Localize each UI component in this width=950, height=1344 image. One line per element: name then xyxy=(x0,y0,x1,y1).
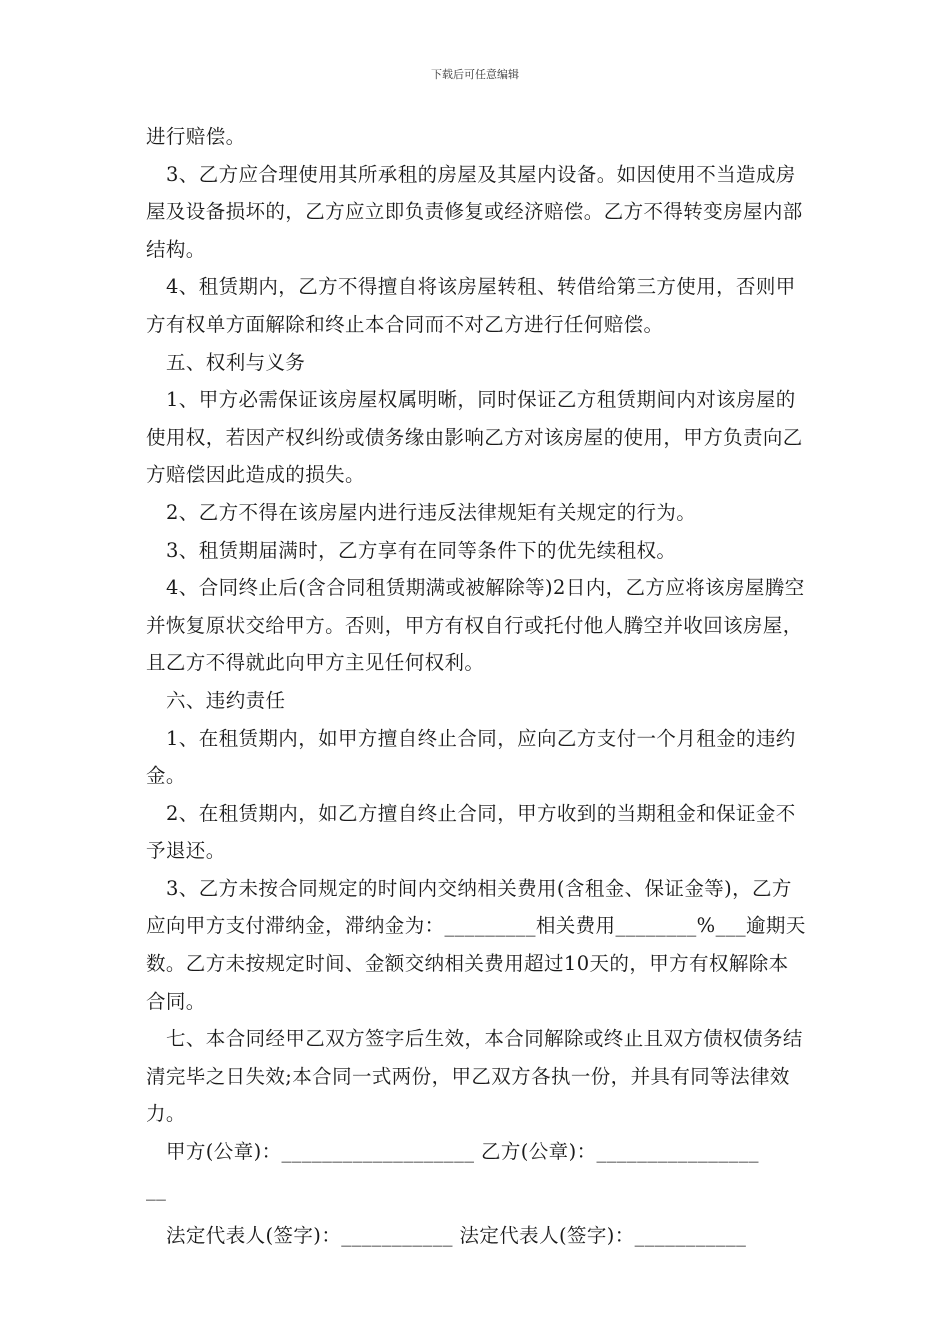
page-header: 下载后可任意编辑 xyxy=(431,68,519,81)
clause-4-no-sublet: 4、租赁期内，乙方不得擅自将该房屋转租、转借给第三方使用，否则甲方有权单方面解除和终止本合同而不对乙方进行任何赔偿。 xyxy=(146,275,796,336)
clause-2-lawful-conduct: 2、乙方不得在该房屋内进行违反法律规矩有关规定的行为。 xyxy=(166,500,697,524)
clause-1-landlord-breach: 1、在租赁期内，如甲方擅自终止合同，应向乙方支付一个月租金的违约金。 xyxy=(146,726,796,788)
clause-3-renewal-priority: 3、租赁期届满时，乙方享有在同等条件下的优先续租权。 xyxy=(166,538,677,562)
signature-line-seals: 甲方(公章)：___________________ 乙方(公章)：________________ xyxy=(166,1140,759,1164)
document-body xyxy=(146,118,808,1255)
clause-3-proper-use: 3、乙方应合理使用其所承租的房屋及其屋内设备。如因使用不当造成房屋及设备损坏的，乙方应立即负责修复或经济赔偿。乙方不得转变房屋内部结构。 xyxy=(146,162,803,261)
signature-line-representatives: 法定代表人(签字)：___________ 法定代表人(签字)：___________ xyxy=(166,1224,747,1248)
section-seven-effectiveness: 七、本合同经甲乙双方签字后生效，本合同解除或终止且双方债权债务结清完毕之日失效;本合同一式两份，甲乙双方各执一份，并具有同等法律效力。 xyxy=(146,1027,803,1126)
clause-1-ownership-guarantee: 1、甲方必需保证该房屋权属明晰，同时保证乙方租赁期间内对该房屋的使用权，若因产权纠纷或债务缘由影响乙方对该房屋的使用，甲方负责向乙方赔偿因此造成的损失。 xyxy=(146,388,803,487)
spacer xyxy=(146,1208,808,1217)
clause-3-late-fee: 3、乙方未按合同规定的时间内交纳相关费用(含租金、保证金等)，乙方应向甲方支付滞纳金，滞纳金为：_________相关费用________%___逾期天数。乙方未按规定时间、金额交纳相关费用超过10天的，甲方有权解除本合同。 xyxy=(146,876,806,1013)
section-heading-rights-obligations: 五、权利与义务 xyxy=(166,350,306,374)
signature-line-seals-wrap: __ xyxy=(146,1177,167,1201)
clause-2-tenant-breach: 2、在租赁期内，如乙方擅自终止合同，甲方收到的当期租金和保证金不予退还。 xyxy=(146,801,796,863)
section-heading-breach-liability: 六、违约责任 xyxy=(166,688,286,712)
paragraph-continuation: 进行赔偿。 xyxy=(146,125,246,148)
clause-4-vacate-premises: 4、合同终止后(含合同租赁期满或被解除等)2日内，乙方应将该房屋腾空并恢复原状交给甲方。否则，甲方有权自行或托付他人腾空并收回该房屋，且乙方不得就此向甲方主见任何权利。 xyxy=(146,576,805,675)
